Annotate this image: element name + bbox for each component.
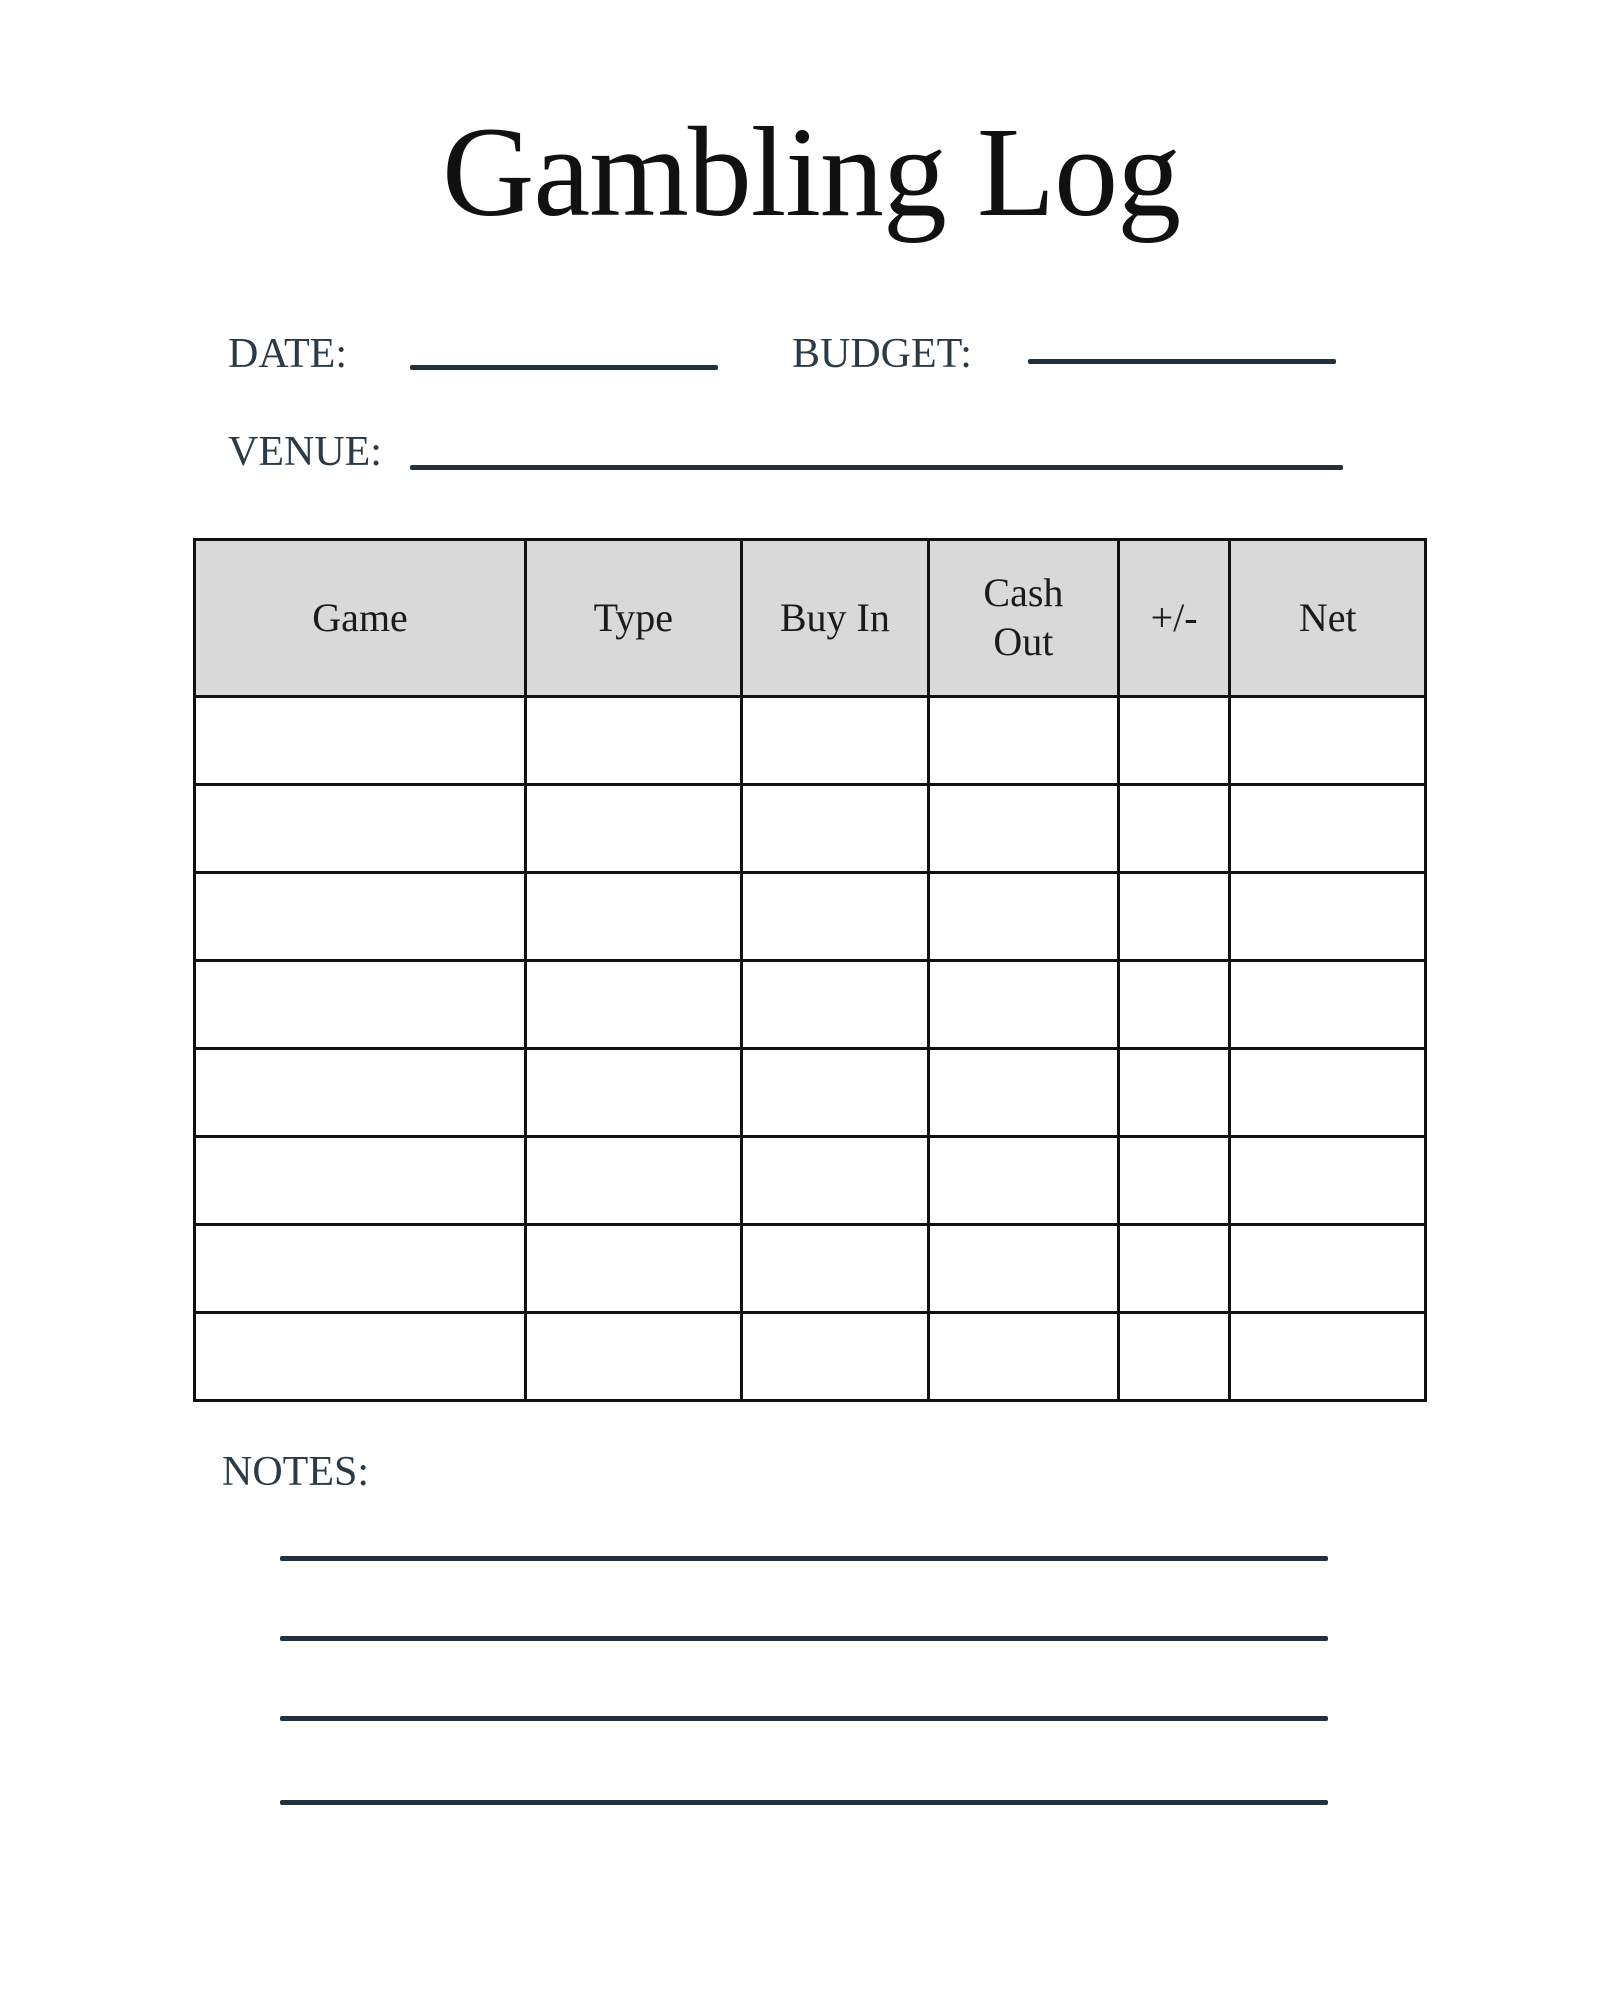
cell-net[interactable] — [1230, 1137, 1426, 1225]
notes-line[interactable] — [280, 1800, 1328, 1805]
header-game: Game — [195, 540, 526, 697]
cell-type[interactable] — [526, 1313, 741, 1401]
cell-game[interactable] — [195, 1049, 526, 1137]
cell-cash-out[interactable] — [929, 1049, 1119, 1137]
table-row — [195, 961, 1426, 1049]
cell-plus-minus[interactable] — [1118, 1225, 1230, 1313]
cell-cash-out[interactable] — [929, 697, 1119, 785]
budget-field-line[interactable] — [1028, 359, 1336, 364]
notes-label: NOTES: — [222, 1449, 369, 1495]
cell-net[interactable] — [1230, 785, 1426, 873]
cell-type[interactable] — [526, 697, 741, 785]
cell-type[interactable] — [526, 1225, 741, 1313]
notes-line[interactable] — [280, 1556, 1328, 1561]
cell-cash-out[interactable] — [929, 961, 1119, 1049]
cell-buy-in[interactable] — [741, 961, 929, 1049]
cell-buy-in[interactable] — [741, 785, 929, 873]
date-field-line[interactable] — [410, 365, 718, 370]
cell-plus-minus[interactable] — [1118, 961, 1230, 1049]
cell-type[interactable] — [526, 785, 741, 873]
cell-cash-out[interactable] — [929, 1313, 1119, 1401]
cell-buy-in[interactable] — [741, 697, 929, 785]
cell-plus-minus[interactable] — [1118, 873, 1230, 961]
cell-net[interactable] — [1230, 1049, 1426, 1137]
cell-buy-in[interactable] — [741, 1137, 929, 1225]
cell-cash-out[interactable] — [929, 873, 1119, 961]
cell-type[interactable] — [526, 873, 741, 961]
cell-cash-out[interactable] — [929, 785, 1119, 873]
table-row — [195, 873, 1426, 961]
cell-buy-in[interactable] — [741, 1313, 929, 1401]
cell-net[interactable] — [1230, 1225, 1426, 1313]
cell-net[interactable] — [1230, 1313, 1426, 1401]
table-row — [195, 1049, 1426, 1137]
cell-game[interactable] — [195, 697, 526, 785]
table-row — [195, 785, 1426, 873]
cell-game[interactable] — [195, 873, 526, 961]
cell-cash-out[interactable] — [929, 1225, 1119, 1313]
notes-line[interactable] — [280, 1716, 1328, 1721]
cell-plus-minus[interactable] — [1118, 697, 1230, 785]
cell-game[interactable] — [195, 1225, 526, 1313]
page-title: Gambling Log — [441, 101, 1181, 243]
cell-game[interactable] — [195, 961, 526, 1049]
gambling-log-table — [193, 538, 1427, 1402]
table-row — [195, 1137, 1426, 1225]
cell-buy-in[interactable] — [741, 873, 929, 961]
cell-plus-minus[interactable] — [1118, 1049, 1230, 1137]
header-cash-out-text: Cash Out — [983, 570, 1064, 664]
venue-field-line[interactable] — [410, 465, 1343, 470]
cell-plus-minus[interactable] — [1118, 1137, 1230, 1225]
table-row — [195, 697, 1426, 785]
cell-game[interactable] — [195, 1313, 526, 1401]
notes-line[interactable] — [280, 1636, 1328, 1641]
cell-buy-in[interactable] — [741, 1049, 929, 1137]
cell-type[interactable] — [526, 961, 741, 1049]
cell-type[interactable] — [526, 1137, 741, 1225]
venue-label: VENUE: — [228, 429, 382, 475]
cell-net[interactable] — [1230, 873, 1426, 961]
header-cash-out — [929, 540, 1119, 697]
cell-plus-minus[interactable] — [1118, 785, 1230, 873]
cell-plus-minus[interactable] — [1118, 1313, 1230, 1401]
header-type: Type — [526, 540, 741, 697]
cell-game[interactable] — [195, 785, 526, 873]
header-net: Net — [1230, 540, 1426, 697]
budget-label: BUDGET: — [792, 331, 972, 377]
cell-buy-in[interactable] — [741, 1225, 929, 1313]
header-plus-minus: +/- — [1118, 540, 1230, 697]
table-row — [195, 1313, 1426, 1401]
cell-cash-out[interactable] — [929, 1137, 1119, 1225]
table-row — [195, 1225, 1426, 1313]
table-header-row — [195, 540, 1426, 697]
header-buy-in: Buy In — [741, 540, 929, 697]
date-label: DATE: — [228, 331, 347, 377]
cell-net[interactable] — [1230, 697, 1426, 785]
cell-type[interactable] — [526, 1049, 741, 1137]
cell-net[interactable] — [1230, 961, 1426, 1049]
cell-game[interactable] — [195, 1137, 526, 1225]
